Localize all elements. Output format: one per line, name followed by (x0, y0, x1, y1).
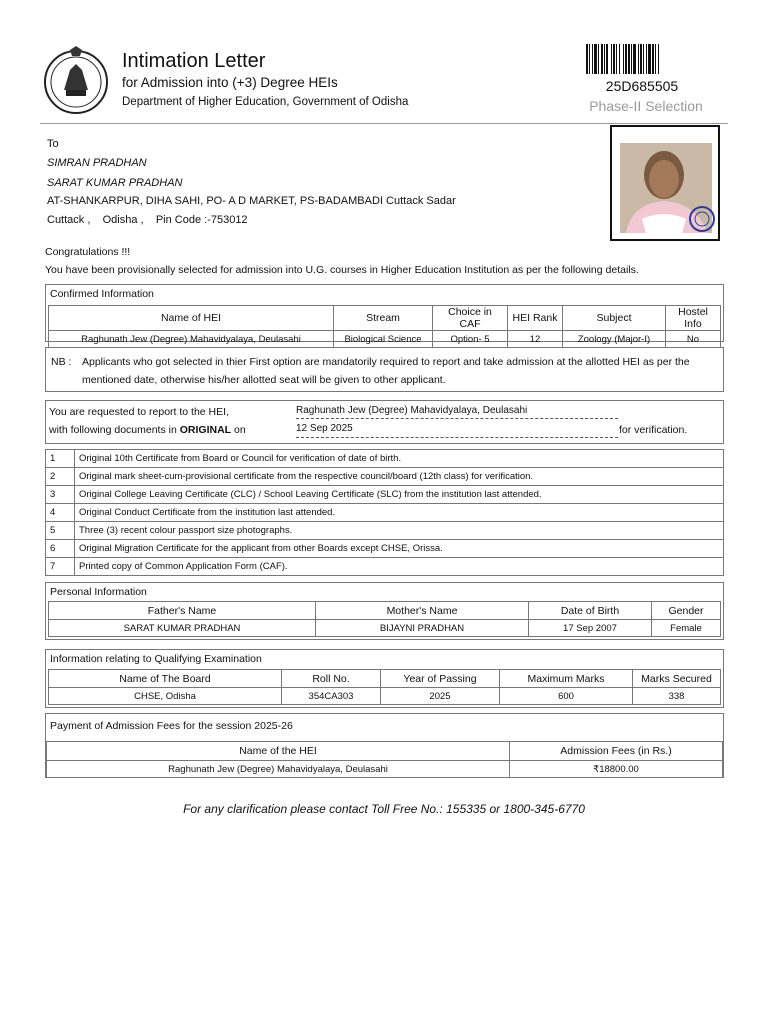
confirmed-info-table (48, 305, 721, 348)
page-title: Intimation Letter (122, 50, 266, 72)
table-header-cell: Name of The Board (49, 670, 282, 688)
odisha-emblem-icon (42, 44, 110, 116)
doc-number: 3 (46, 486, 75, 504)
table-header-cell: HEI Rank (508, 306, 563, 331)
list-item (46, 486, 724, 504)
table-cell: Biological Science (334, 331, 433, 348)
table-header-cell: Name of HEI (49, 306, 334, 331)
student-photo (610, 125, 720, 241)
congrats-text: You have been provisionally selected for admission into U.G. courses in Higher Education Institution as per the following details. (45, 264, 639, 276)
address-line1: AT-SHANKARPUR, DIHA SAHI, PO- A D MARKET, PS-BADAMBADI Cuttack Sadar (47, 195, 456, 207)
table-header-row (47, 742, 723, 761)
table-cell: Raghunath Jew (Degree) Mahavidyalaya, Deulasahi (49, 331, 334, 348)
table-header-row (49, 306, 721, 331)
header-divider (40, 123, 728, 124)
section-title: Confirmed Information (50, 288, 154, 300)
doc-number: 2 (46, 468, 75, 486)
personal-info-table (48, 601, 721, 637)
table-header-cell: Date of Birth (529, 602, 652, 620)
documents-list (45, 449, 724, 576)
table-row (49, 688, 721, 705)
table-cell: 2025 (381, 688, 500, 705)
table-cell: Raghunath Jew (Degree) Mahavidyalaya, Deulasahi (47, 761, 510, 778)
table-header-cell: Gender (652, 602, 721, 620)
section-title: Payment of Admission Fees for the session 2025-26 (50, 720, 293, 732)
section-title: Personal Information (50, 586, 147, 598)
list-item (46, 522, 724, 540)
page-subtitle: for Admission into (+3) Degree HEIs (122, 75, 338, 90)
payment-table (46, 741, 723, 778)
table-cell: 12 (508, 331, 563, 348)
address-line2: Cuttack , Odisha , Pin Code :-753012 (47, 214, 248, 226)
doc-number: 5 (46, 522, 75, 540)
report-line2-suffix: on (231, 424, 246, 436)
table-cell: BIJAYNI PRADHAN (316, 620, 529, 637)
report-date: 12 Sep 2025 (296, 423, 618, 438)
barcode-icon (586, 44, 698, 74)
table-cell: SARAT KUMAR PRADHAN (49, 620, 316, 637)
doc-text: Printed copy of Common Application Form (CAF). (75, 558, 724, 576)
phase-label: Phase-II Selection (589, 98, 703, 114)
table-header-cell: Father's Name (49, 602, 316, 620)
table-cell: 354CA303 (282, 688, 381, 705)
payment-section (45, 713, 724, 778)
table-header-cell: Name of the HEI (47, 742, 510, 761)
doc-number: 4 (46, 504, 75, 522)
list-item (46, 450, 724, 468)
list-item (46, 540, 724, 558)
table-cell: No (666, 331, 721, 348)
doc-text: Three (3) recent colour passport size photographs. (75, 522, 724, 540)
nb-line2: mentioned date, otherwise his/her allotted seat will be given to other applicant. (82, 374, 446, 386)
nb-line1: Applicants who got selected in thier First option are mandatorily required to report and take admission at the allotted HEI as per the (82, 356, 690, 368)
table-cell: Option- 5 (433, 331, 508, 348)
nb-label: NB : (51, 356, 72, 368)
confirmed-info-section (45, 284, 724, 345)
department-name: Department of Higher Education, Government of Odisha (122, 96, 409, 108)
table-row (49, 331, 721, 348)
table-header-cell: Admission Fees (in Rs.) (510, 742, 723, 761)
table-row (49, 620, 721, 637)
student-name: SIMRAN PRADHAN (47, 157, 147, 169)
table-cell: Zoology (Major-I) (563, 331, 666, 348)
qualifying-exam-section (45, 649, 724, 708)
table-cell: Female (652, 620, 721, 637)
report-box (45, 400, 724, 444)
table-header-cell: Hostel Info (666, 306, 721, 331)
table-cell: ₹18800.00 (510, 761, 723, 778)
list-item (46, 558, 724, 576)
report-line2 (49, 424, 246, 436)
guardian-name: SARAT KUMAR PRADHAN (47, 177, 183, 189)
report-original: ORIGINAL (179, 424, 232, 436)
table-cell: 338 (633, 688, 721, 705)
personal-info-section (45, 582, 724, 640)
list-item (46, 468, 724, 486)
table-header-cell: Stream (334, 306, 433, 331)
application-code: 25D685505 (605, 78, 679, 94)
table-header-cell: Roll No. (282, 670, 381, 688)
doc-number: 7 (46, 558, 75, 576)
table-cell: 17 Sep 2007 (529, 620, 652, 637)
table-header-cell: Year of Passing (381, 670, 500, 688)
table-row (47, 761, 723, 778)
section-title: Information relating to Qualifying Examination (50, 653, 262, 665)
congrats-heading: Congratulations !!! (45, 246, 131, 258)
doc-number: 1 (46, 450, 75, 468)
table-header-row (49, 602, 721, 620)
table-cell: CHSE, Odisha (49, 688, 282, 705)
address-to: To (47, 138, 59, 150)
doc-text: Original Migration Certificate for the applicant from other Boards except CHSE, Orissa. (75, 540, 724, 558)
table-header-cell: Choice in CAF (433, 306, 508, 331)
table-header-cell: Mother's Name (316, 602, 529, 620)
list-item (46, 504, 724, 522)
report-for-verification: for verification. (619, 424, 688, 436)
table-header-row (49, 670, 721, 688)
contact-footer: For any clarification please contact Toll Free No.: 155335 or 1800-345-6770 (183, 802, 585, 816)
report-line2-prefix: with following documents in (49, 424, 180, 436)
doc-text: Original mark sheet-cum-provisional certificate from the respective council/board (12th class) for verification. (75, 468, 724, 486)
doc-text: Original 10th Certificate from Board or Council for verification of date of birth. (75, 450, 724, 468)
table-header-cell: Maximum Marks (500, 670, 633, 688)
table-header-cell: Marks Secured (633, 670, 721, 688)
report-hei: Raghunath Jew (Degree) Mahavidyalaya, Deulasahi (296, 405, 618, 419)
table-header-cell: Subject (563, 306, 666, 331)
doc-text: Original College Leaving Certificate (CLC) / School Leaving Certificate (SLC) from the institution last attended. (75, 486, 724, 504)
table-cell: 600 (500, 688, 633, 705)
doc-text: Original Conduct Certificate from the institution last attended. (75, 504, 724, 522)
report-line1: You are requested to report to the HEI, (49, 406, 229, 418)
qualifying-exam-table (48, 669, 721, 705)
doc-number: 6 (46, 540, 75, 558)
nb-box (45, 347, 724, 392)
